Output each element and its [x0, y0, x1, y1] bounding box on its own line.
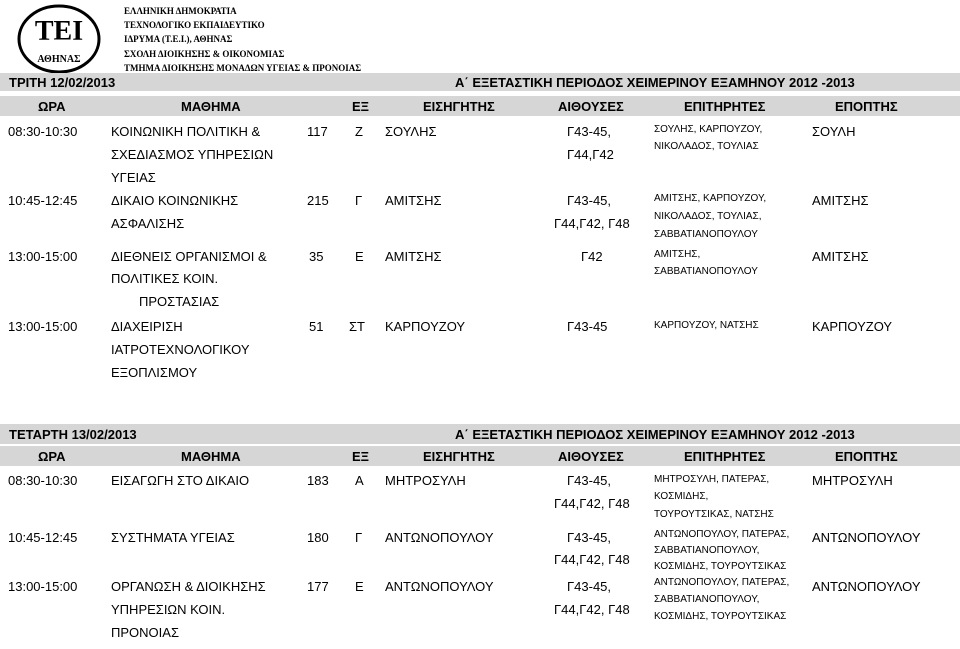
col-course: ΜΑΘΗΜΑ — [181, 449, 241, 464]
exam-period: Α΄ ΕΞΕΤΑΣΤΙΚΗ ΠΕΡΙΟΔΟΣ ΧΕΙΜΕΡΙΝΟΥ ΕΞΑΜΗΝΟΥ 2012 -2013 — [455, 75, 855, 90]
svg-text:ΑΘΗΝΑΣ: ΑΘΗΝΑΣ — [37, 54, 81, 65]
course-line: ΕΙΣΑΓΩΓΗ ΣΤΟ ΔΙΚΑΙΟ — [111, 473, 250, 488]
invigilator-line: ΤΟΥΡΟΥΤΣΙΚΑΣ, ΝΑΤΣΗΣ — [654, 509, 774, 520]
course-line: ΣΧΕΔΙΑΣΜΟΣ ΥΠΗΡΕΣΙΩΝ — [111, 147, 274, 162]
col-supervisor: ΕΠΟΠΤΗΣ — [835, 99, 898, 114]
col-invigilators: ΕΠΙΤΗΡΗΤΕΣ — [684, 99, 766, 114]
semester: Α — [355, 473, 364, 488]
column-headers — [0, 96, 960, 116]
course-line: ΣΥΣΤΗΜΑΤΑ ΥΓΕΙΑΣ — [111, 530, 235, 545]
invigilator-line: ΚΟΣΜΙΔΗΣ, ΤΟΥΡΟΥΤΣΙΚΑΣ — [654, 611, 787, 622]
header-line: ΣΧΟΛΗ ΔΙΟΙΚΗΣΗΣ & ΟΙΚΟΝΟΜΙΑΣ — [124, 49, 285, 59]
supervisor: ΑΝΤΩΝΟΠΟΥΛΟΥ — [812, 530, 921, 545]
course-line: ΙΑΤΡΟΤΕΧΝΟΛΟΓΙΚΟΥ — [111, 342, 250, 357]
lecturer: ΑΝΤΩΝΟΠΟΥΛΟΥ — [385, 579, 494, 594]
course-line: ΠΡΟΝΟΙΑΣ — [111, 625, 179, 640]
lecturer: ΚΑΡΠΟΥΖΟΥ — [385, 319, 466, 334]
course-line: ΠΡΟΣΤΑΣΙΑΣ — [139, 294, 220, 309]
lecturer: ΣΟΥΛΗΣ — [385, 124, 437, 139]
room-line: Γ42 — [581, 249, 603, 264]
svg-text:ΤΕΙ: ΤΕΙ — [34, 16, 84, 47]
course-line: ΕΞΟΠΛΙΣΜΟΥ — [111, 365, 198, 380]
room-line: Γ44,Γ42, Γ48 — [554, 552, 630, 567]
lecturer: ΜΗΤΡΟΣΥΛΗ — [385, 473, 466, 488]
invigilator-line: ΣΑΒΒΑΤΙΑΝΟΠΟΥΛΟΥ — [654, 266, 758, 277]
room-line: Γ43-45, — [567, 473, 612, 488]
invigilator-line: ΑΝΤΩΝΟΠΟΥΛΟΥ, ΠΑΤΕΡΑΣ, — [654, 577, 790, 588]
course-code: 215 — [307, 193, 329, 208]
course-line: ΚΟΙΝΩΝΙΚΗ ΠΟΛΙΤΙΚΗ & — [111, 124, 261, 139]
supervisor: ΑΝΤΩΝΟΠΟΥΛΟΥ — [812, 579, 921, 594]
room-line: Γ43-45 — [567, 319, 608, 334]
col-rooms: ΑΙΘΟΥΣΕΣ — [558, 449, 624, 464]
col-course: ΜΑΘΗΜΑ — [181, 99, 241, 114]
invigilator-line: ΑΜΙΤΣΗΣ, — [654, 249, 701, 260]
semester: Ζ — [355, 124, 363, 139]
exam-time: 10:45-12:45 — [8, 193, 78, 208]
col-lecturer: ΕΙΣΗΓΗΤΗΣ — [423, 99, 495, 114]
exam-time: 13:00-15:00 — [8, 249, 78, 264]
semester: ΣΤ — [349, 319, 365, 334]
invigilator-line: ΣΑΒΒΑΤΙΑΝΟΠΟΥΛΟΥ, — [654, 545, 760, 556]
exam-time: 13:00-15:00 — [8, 579, 78, 594]
col-rooms: ΑΙΘΟΥΣΕΣ — [558, 99, 624, 114]
day-date: ΤΡΙΤΗ 12/02/2013 — [9, 75, 116, 90]
supervisor: ΜΗΤΡΟΣΥΛΗ — [812, 473, 893, 488]
supervisor: ΚΑΡΠΟΥΖΟΥ — [812, 319, 893, 334]
course-code: 177 — [307, 579, 329, 594]
room-line: Γ43-45, — [567, 193, 612, 208]
course-line: ΥΓΕΙΑΣ — [111, 170, 156, 185]
column-headers — [0, 446, 960, 466]
day-header — [0, 424, 960, 444]
course-line: ΔΙΚΑΙΟ ΚΟΙΝΩΝΙΚΗΣ — [111, 193, 239, 208]
col-hour: ΩΡΑ — [38, 449, 66, 464]
semester: Γ — [355, 530, 363, 545]
course-line: ΑΣΦΑΛΙΣΗΣ — [111, 216, 185, 231]
supervisor: ΣΟΥΛΗ — [812, 124, 856, 139]
day-date: ΤΕΤΑΡΤΗ 13/02/2013 — [9, 427, 137, 442]
room-line: Γ44,Γ42 — [567, 147, 614, 162]
lecturer: ΑΜΙΤΣΗΣ — [385, 249, 442, 264]
room-line: Γ43-45, — [567, 530, 612, 545]
col-supervisor: ΕΠΟΠΤΗΣ — [835, 449, 898, 464]
col-semester: ΕΞ — [352, 449, 370, 464]
course-code: 117 — [307, 124, 328, 139]
invigilator-line: ΚΟΣΜΙΔΗΣ, — [654, 491, 709, 502]
invigilator-line: ΑΝΤΩΝΟΠΟΥΛΟΥ, ΠΑΤΕΡΑΣ, — [654, 529, 790, 540]
invigilator-line: ΑΜΙΤΣΗΣ, ΚΑΡΠΟΥΖΟΥ, — [654, 193, 767, 204]
course-code: 35 — [309, 249, 324, 264]
supervisor: ΑΜΙΤΣΗΣ — [812, 249, 869, 264]
invigilator-line: ΜΗΤΡΟΣΥΛΗ, ΠΑΤΕΡΑΣ, — [654, 474, 770, 485]
lecturer: ΑΝΤΩΝΟΠΟΥΛΟΥ — [385, 530, 494, 545]
semester: Ε — [355, 579, 364, 594]
room-line: Γ44,Γ42, Γ48 — [554, 496, 630, 511]
invigilator-line: ΝΙΚΟΛΑΔΟΣ, ΤΟΥΛΙΑΣ, — [654, 211, 762, 222]
invigilator-line: ΝΙΚΟΛΑΔΟΣ, ΤΟΥΛΙΑΣ — [654, 141, 759, 152]
day-header — [0, 73, 960, 91]
exam-time: 13:00-15:00 — [8, 319, 78, 334]
course-line: ΔΙΑΧΕΙΡΙΣΗ — [111, 319, 183, 334]
room-line: Γ43-45, — [567, 579, 612, 594]
invigilator-line: ΚΑΡΠΟΥΖΟΥ, ΝΑΤΣΗΣ — [654, 320, 759, 331]
exam-time: 08:30-10:30 — [8, 473, 78, 488]
course-line: ΠΟΛΙΤΙΚΕΣ ΚΟΙΝ. — [111, 271, 219, 286]
course-line: ΟΡΓΑΝΩΣΗ & ΔΙΟΙΚΗΣΗΣ — [111, 579, 266, 594]
invigilator-line: ΣΟΥΛΗΣ, ΚΑΡΠΟΥΖΟΥ, — [654, 124, 763, 135]
course-code: 180 — [307, 530, 329, 545]
invigilator-line: ΣΑΒΒΑΤΙΑΝΟΠΟΥΛΟΥ, — [654, 594, 760, 605]
header-line: ΤΕΧΝΟΛΟΓΙΚΟ ΕΚΠΑΙΔΕΥΤΙΚΟ — [124, 20, 265, 30]
header-line: ΕΛΛΗΝΙΚΗ ΔΗΜΟΚΡΑΤΙΑ — [124, 6, 237, 16]
course-code: 183 — [307, 473, 329, 488]
exam-time: 08:30-10:30 — [8, 124, 78, 139]
col-hour: ΩΡΑ — [38, 99, 66, 114]
header-line: ΙΔΡΥΜΑ (Τ.Ε.Ι.), ΑΘΗΝΑΣ — [124, 34, 233, 44]
invigilator-line: ΣΑΒΒΑΤΙΑΝΟΠΟΥΛΟΥ — [654, 229, 758, 240]
course-line: ΔΙΕΘΝΕΙΣ ΟΡΓΑΝΙΣΜΟΙ & — [111, 249, 267, 264]
room-line: Γ44,Γ42, Γ48 — [554, 602, 630, 617]
supervisor: ΑΜΙΤΣΗΣ — [812, 193, 869, 208]
exam-period: Α΄ ΕΞΕΤΑΣΤΙΚΗ ΠΕΡΙΟΔΟΣ ΧΕΙΜΕΡΙΝΟΥ ΕΞΑΜΗΝΟΥ 2012 -2013 — [455, 427, 855, 442]
room-line: Γ43-45, — [567, 124, 612, 139]
course-code: 51 — [309, 319, 324, 334]
col-semester: ΕΞ — [352, 99, 370, 114]
lecturer: ΑΜΙΤΣΗΣ — [385, 193, 442, 208]
semester: Ε — [355, 249, 364, 264]
exam-time: 10:45-12:45 — [8, 530, 78, 545]
col-invigilators: ΕΠΙΤΗΡΗΤΕΣ — [684, 449, 766, 464]
header-line: ΤΜΗΜΑ ΔΙΟΙΚΗΣΗΣ ΜΟΝΑΔΩΝ ΥΓΕΙΑΣ & ΠΡΟΝΟΙΑΣ — [124, 63, 362, 73]
col-lecturer: ΕΙΣΗΓΗΤΗΣ — [423, 449, 495, 464]
semester: Γ — [355, 193, 363, 208]
tei-athens-logo — [14, 2, 104, 76]
invigilator-line: ΚΟΣΜΙΔΗΣ, ΤΟΥΡΟΥΤΣΙΚΑΣ — [654, 561, 787, 572]
course-line: ΥΠΗΡΕΣΙΩΝ ΚΟΙΝ. — [111, 602, 226, 617]
room-line: Γ44,Γ42, Γ48 — [554, 216, 630, 231]
